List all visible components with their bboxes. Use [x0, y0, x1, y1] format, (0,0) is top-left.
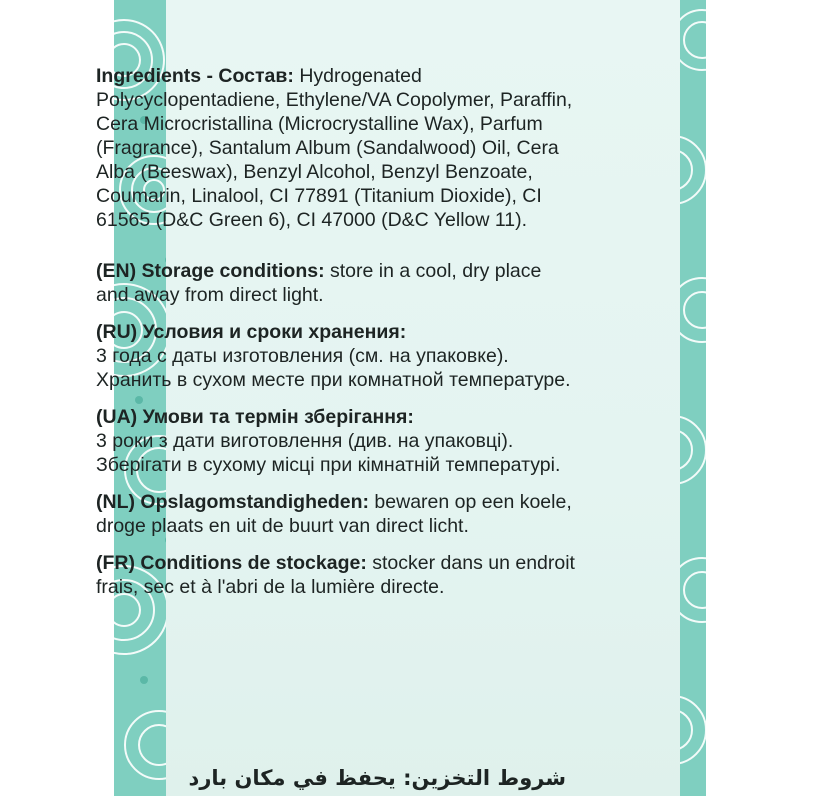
label-text [96, 64, 576, 612]
ingredients-list: Hydrogenated Polycyclopentadiene, Ethylene/VA Copolymer, Paraffin, Cera Microcristallina (Microcrystalline Wax), Parfum (Fragrance), Santalum Album (Sandalwood) Oil, Cera Alba (Beeswax), Benzyl Alcohol, Benzyl Benzoate, Coumarin, Linalool, CI 77891 (Titanium Dioxide), CI 61565 (D&C Green 6), CI 47000 (D&C Yellow 11). [96, 65, 573, 231]
ingredients-section [96, 64, 576, 232]
storage-text: 3 роки з дати виготовлення (див. на упаковці). Зберігати в сухому місці при кімнатній температурі. [96, 430, 561, 476]
ingredients-heading: Ingredients - Состав: [96, 65, 294, 87]
arabic-storage-text: شروط التخزين: يحفظ في مكان بارد [188, 766, 566, 790]
storage-section [96, 405, 576, 477]
storage-text: stocker dans un endroit frais, sec et à l'abri de la lumière directe. [96, 552, 575, 598]
storage-text: bewaren op een koele, droge plaats en uit de buurt van direct licht. [96, 491, 572, 537]
storage-section [96, 551, 576, 599]
storage-section [96, 490, 576, 538]
storage-heading: (FR) Conditions de stockage: [96, 552, 367, 574]
storage-heading: (UA) Умови та термін зберігання: [96, 406, 414, 428]
storage-heading: (EN) Storage conditions: [96, 260, 325, 282]
storage-heading: (NL) Opslagomstandigheden: [96, 491, 369, 513]
storage-text: store in a cool, dry place and away from direct light. [96, 260, 542, 306]
storage-section [96, 259, 576, 307]
storage-sections [96, 259, 576, 599]
storage-text: 3 года с даты изготовления (см. на упаковке). Хранить в сухом месте при комнатной температуре. [96, 345, 571, 391]
storage-section [96, 320, 576, 392]
storage-heading: (RU) Условия и сроки хранения: [96, 321, 407, 343]
